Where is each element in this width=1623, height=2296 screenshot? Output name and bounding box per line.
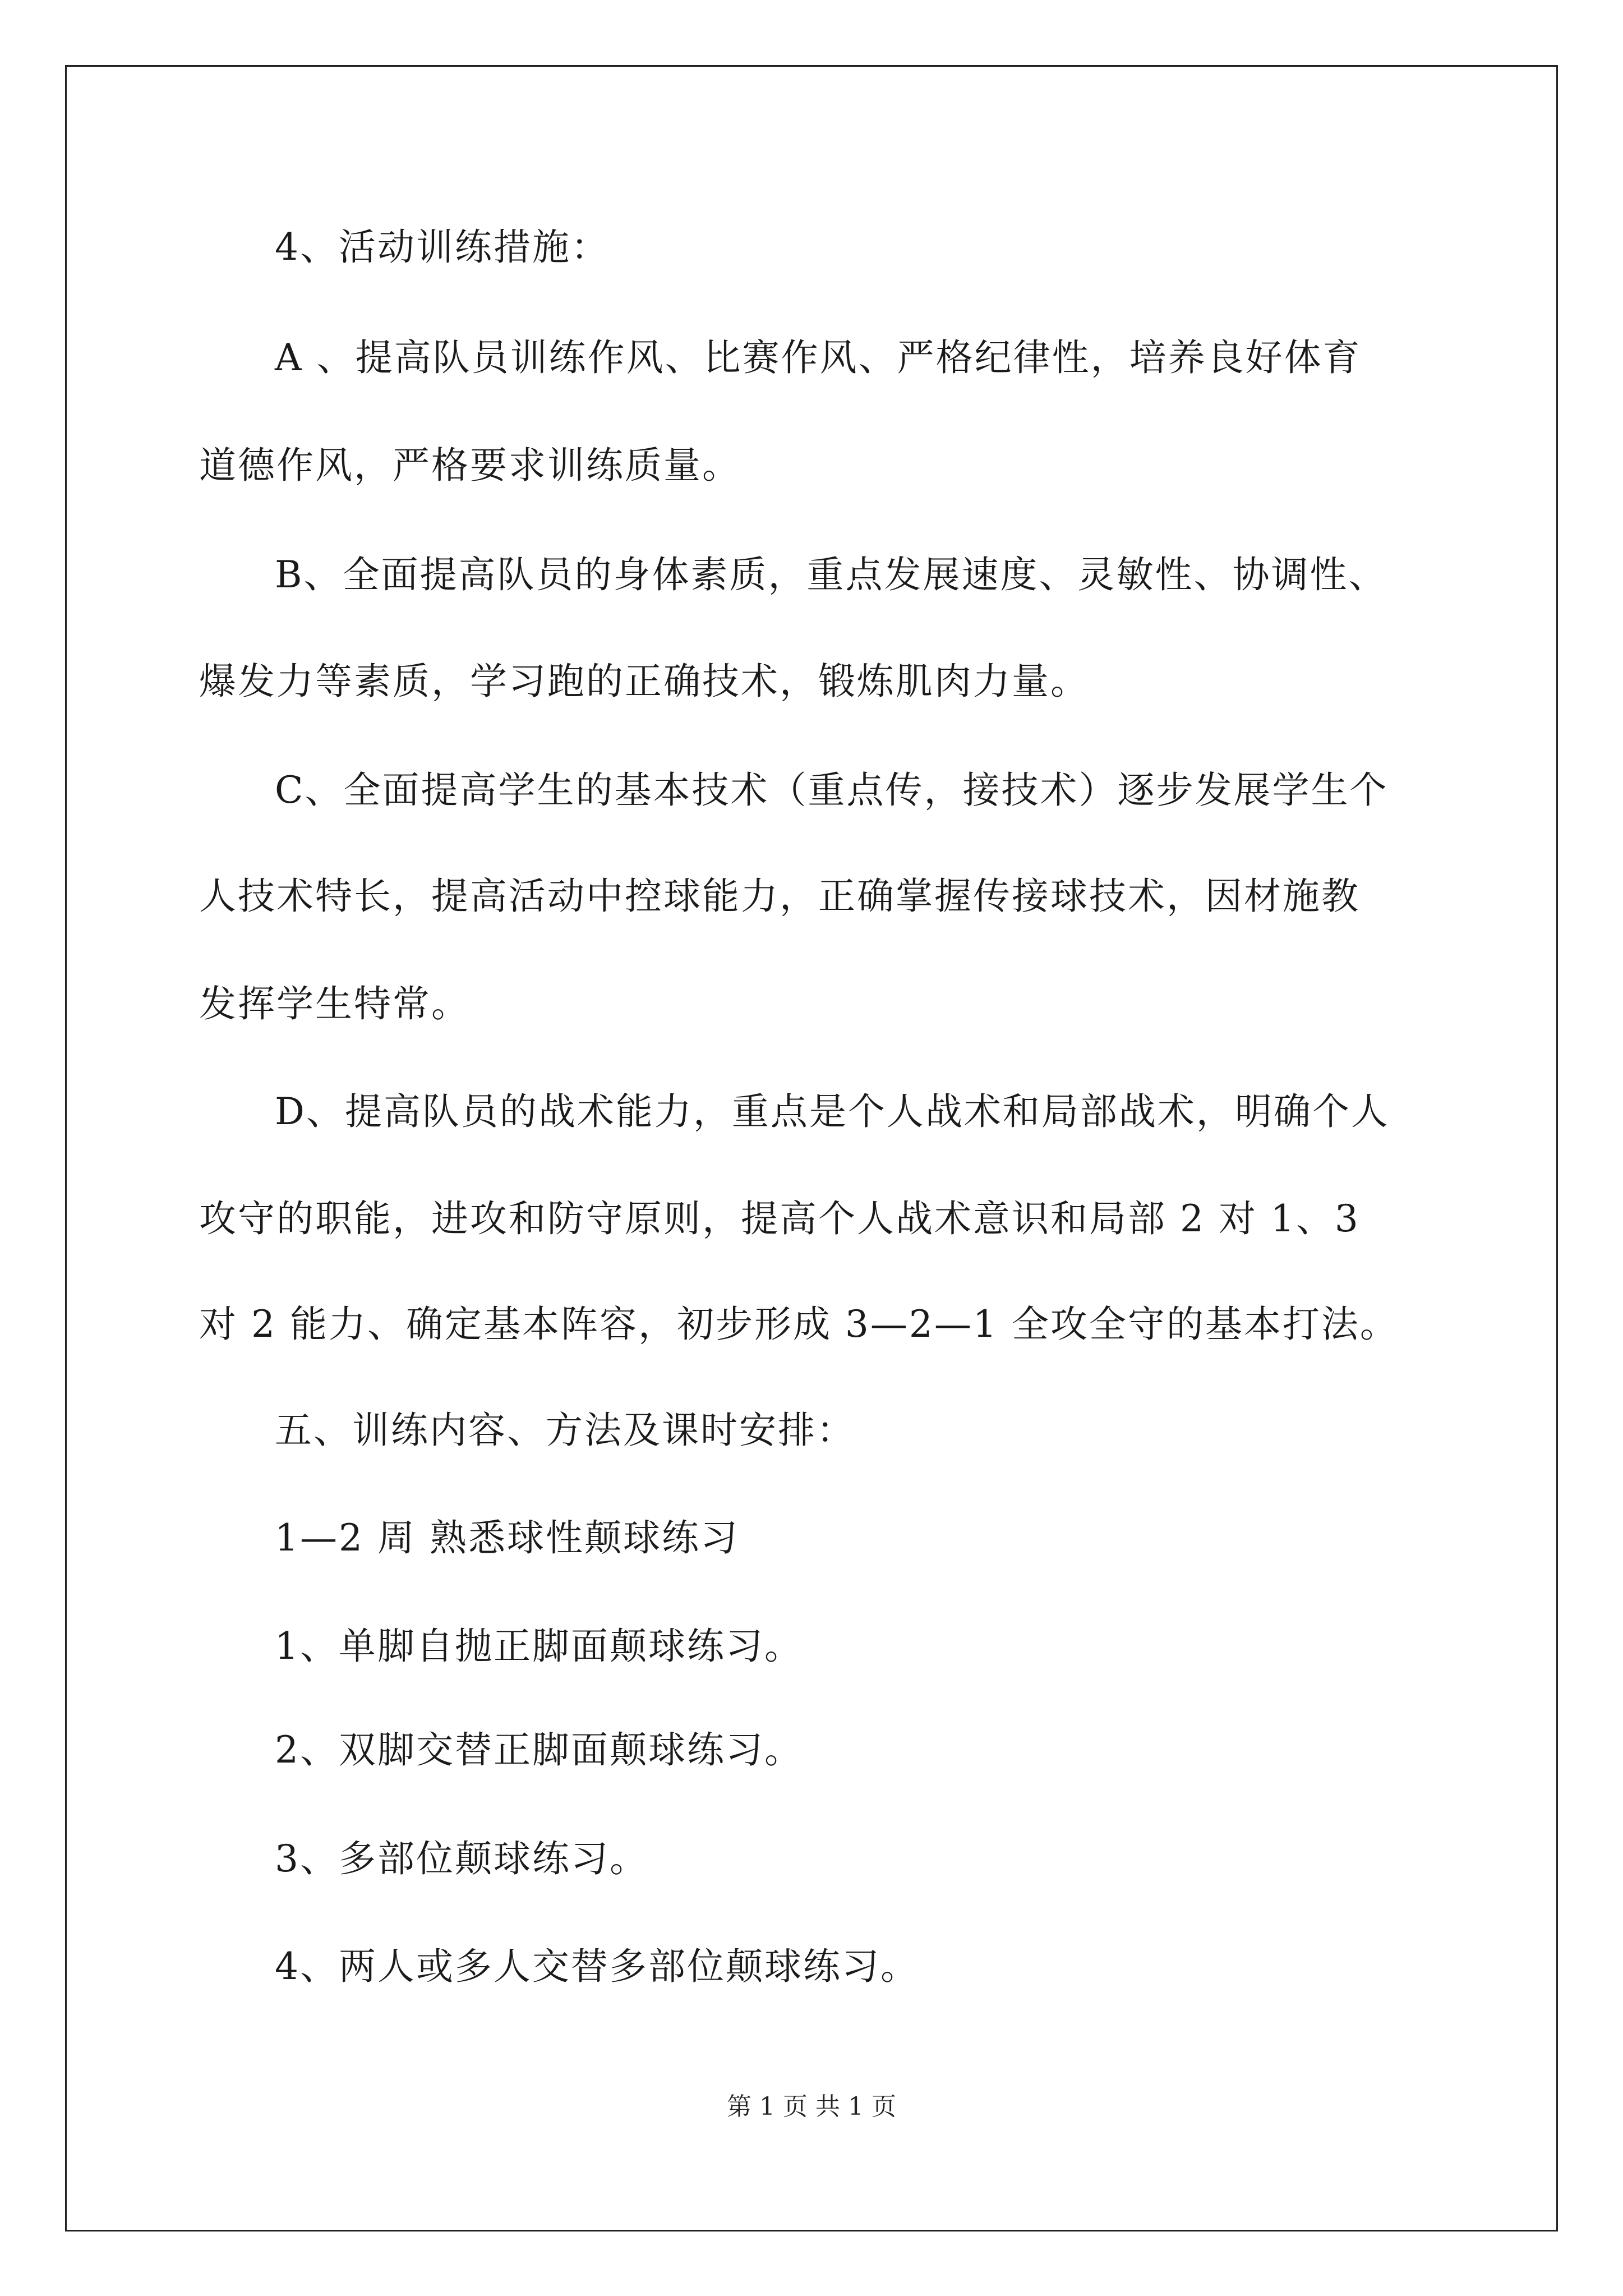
text-line: B、全面提高队员的身体素质，重点发展速度、灵敏性、协调性、 (275, 553, 1387, 596)
text-line: 五、训练内容、方法及课时安排： (275, 1409, 855, 1452)
text-line: 1—2 周 熟悉球性颠球练习 (275, 1516, 739, 1559)
text-line: 1、单脚自抛正脚面颠球练习。 (275, 1625, 803, 1668)
text-line: 对 2 能力、确定基本阵容，初步形成 3—2—1 全攻全守的基本打法。 (199, 1303, 1399, 1346)
text-line: 2、双脚交替正脚面颠球练习。 (275, 1728, 803, 1772)
text-line: 4、两人或多人交替多部位颠球练习。 (275, 1945, 919, 1988)
page-footer: 第 1 页 共 1 页 (727, 2092, 896, 2121)
page-border (65, 65, 1558, 2231)
text-line: D、提高队员的战术能力，重点是个人战术和局部战术，明确个人 (275, 1090, 1390, 1133)
text-line: 4、活动训练措施： (275, 226, 610, 269)
text-line: 人技术特长，提高活动中控球能力，正确掌握传接球技术，因材施教 (199, 875, 1360, 918)
text-line: A 、提高队员训练作风、比赛作风、严格纪律性，培养良好体育 (275, 336, 1362, 379)
text-line: 爆发力等素质，学习跑的正确技术，锻炼肌肉力量。 (199, 660, 1089, 703)
text-line: 发挥学生特常。 (199, 982, 470, 1025)
text-line: C、全面提高学生的基本技术（重点传，接技术）逐步发展学生个 (275, 769, 1389, 812)
text-line: 道德作风，严格要求训练质量。 (199, 444, 741, 487)
text-line: 3、多部位颠球练习。 (275, 1837, 648, 1880)
text-line: 攻守的职能，进攻和防守原则，提高个人战术意识和局部 2 对 1、3 (199, 1197, 1360, 1240)
